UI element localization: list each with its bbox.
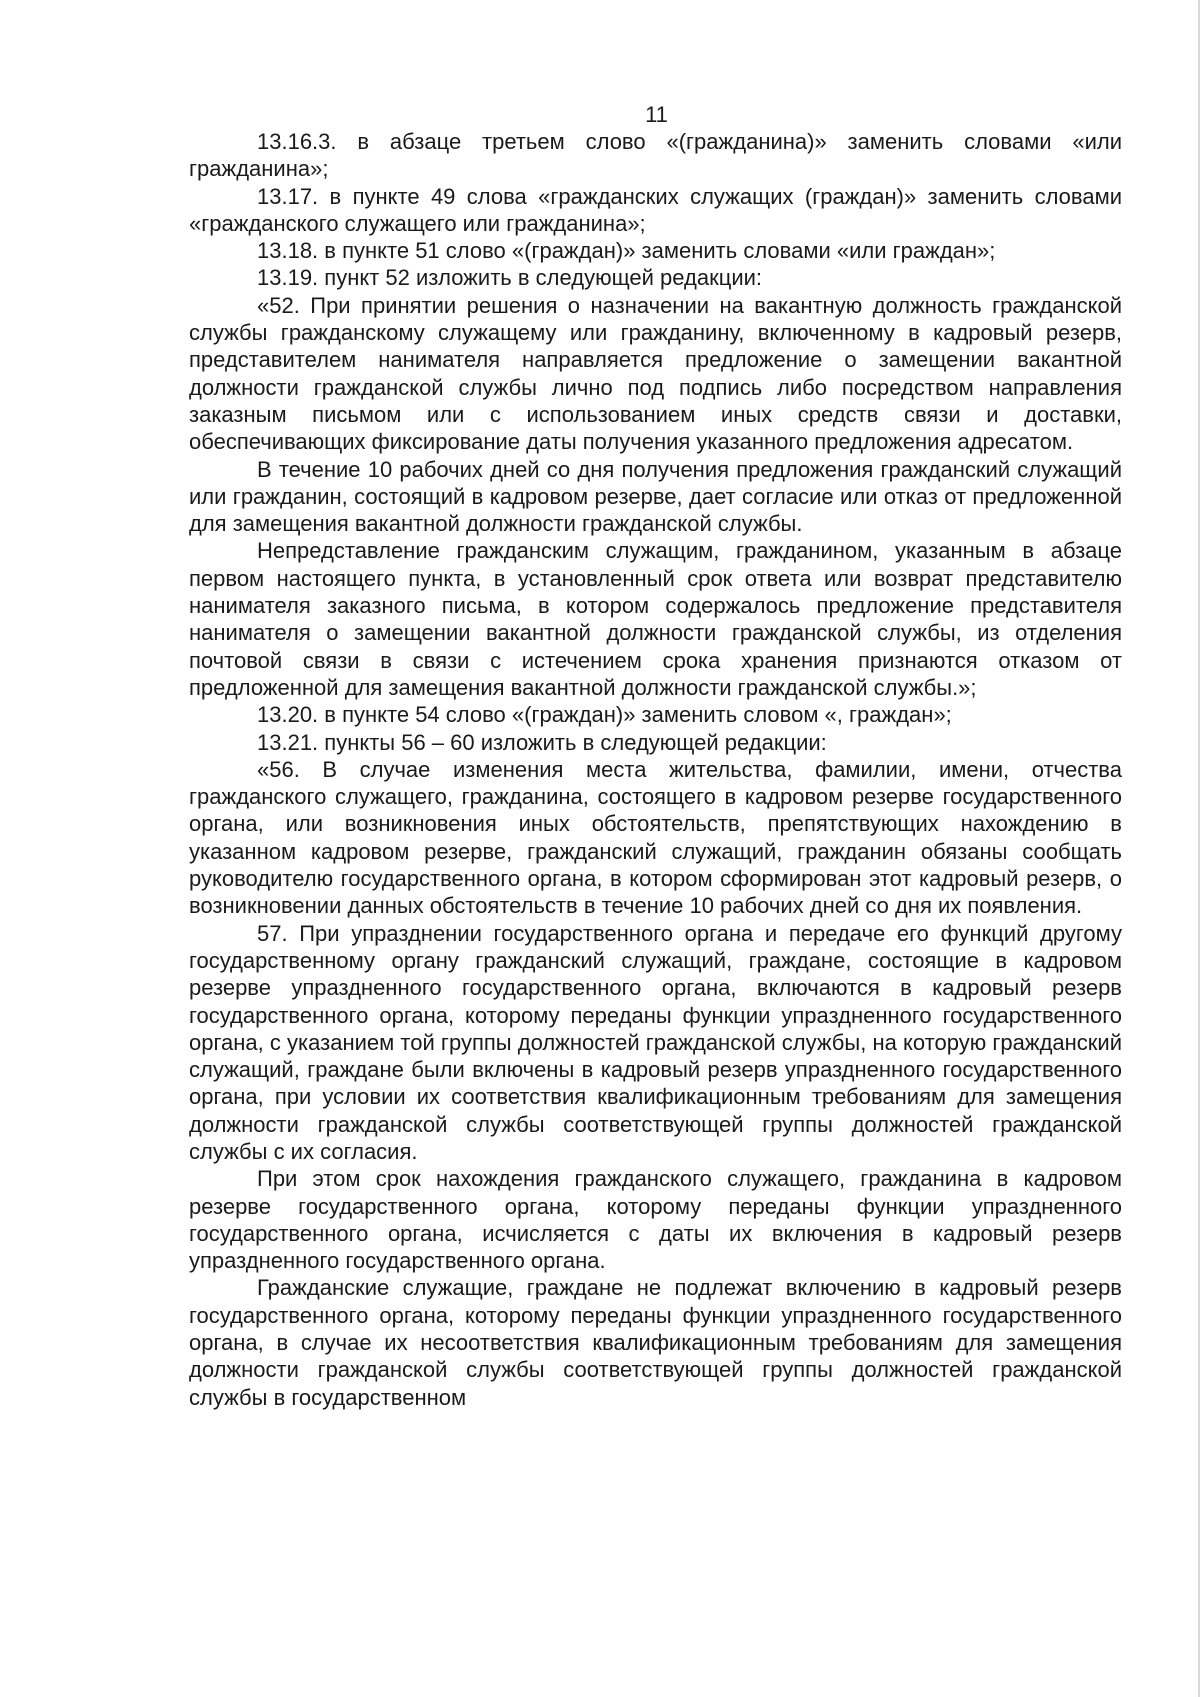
paragraph-57-second: При этом срок нахождения гражданского служащего, гражданина в кадровом резерве государственного органа, которому переданы функции упраздненного государственного органа, исчисляется с даты их включения в кадровый резерв упраздненного государственного органа.: [189, 1166, 1122, 1274]
paragraph-13-16-3: 13.16.3. в абзаце третьем слово «(гражданина)» заменить словами «или гражданина»;: [189, 129, 1122, 182]
page-number: 11: [645, 102, 668, 127]
paragraph-13-18: 13.18. в пункте 51 слово «(граждан)» заменить словами «или граждан»;: [257, 238, 996, 264]
paragraph-52-second: В течение 10 рабочих дней со дня получения предложения гражданский служащий или гражданин, состоящий в кадровом резерве, дает согласие или отказ от предложенной для замещения вакантной должности гражданской службы.: [189, 456, 1122, 537]
document-body: [189, 128, 1122, 1411]
paragraph-13-20: 13.20. в пункте 54 слово «(граждан)» заменить словом «, граждан»;: [257, 702, 952, 728]
paragraph-56: «56. В случае изменения места жительства, фамилии, имени, отчества гражданского служащего, гражданина, состоящего в кадровом резерве государственного органа, или возникновения иных обстоятельств, препятствующих нахождению в указанном кадровом резерве, гражданский служащий, гражданин обязаны сообщать руководителю государственного органа, в котором сформирован этот кадровый резерв, о возникновении данных обстоятельств в течение 10 рабочих дней со дня их появления.: [189, 756, 1122, 919]
paragraph-13-21: 13.21. пункты 56 – 60 изложить в следующей редакции:: [257, 729, 827, 755]
paragraph-52: «52. При принятии решения о назначении на вакантную должность гражданской службы гражданскому служащему или гражданину, включенному в кадровый резерв, представителем нанимателя направляется предложение о замещении вакантной должности гражданской службы лично под подпись либо посредством направления заказным письмом или с использованием иных средств связи и доставки, обеспечивающих фиксирование даты получения указанного предложения адресатом.: [189, 292, 1122, 455]
paragraph-57-third: Гражданские служащие, граждане не подлежат включению в кадровый резерв государственного органа, которому переданы функции упраздненного государственного органа, в случае их несоответствия квалификационным требованиям для замещения должности гражданской службы соответствующей группы должностей гражданской службы в государственном: [189, 1275, 1122, 1410]
paragraph-13-17: 13.17. в пункте 49 слова «гражданских служащих (граждан)» заменить словами «гражданского служащего или гражданина»;: [189, 183, 1122, 236]
paragraph-57: 57. При упразднении государственного органа и передаче его функций другому государственному органу гражданский служащий, граждане, состоящие в кадровом резерве упраздненного государственного органа, включаются в кадровый резерв государственного органа, которому переданы функции упраздненного государственного органа, с указанием той группы должностей гражданской службы, на которую гражданский служащий, граждане были включены в кадровый резерв упраздненного государственного органа, при условии их соответствия квалификационным требованиям для замещения должности гражданской службы соответствующей группы должностей гражданской службы с их согласия.: [189, 920, 1122, 1164]
paragraph-13-19: 13.19. пункт 52 изложить в следующей редакции:: [257, 265, 763, 291]
paragraph-52-third: Непредставление гражданским служащим, гражданином, указанным в абзаце первом настоящего пункта, в установленный срок ответа или возврат представителю нанимателя заказного письма, в котором содержалось предложение представителя нанимателя о замещении вакантной должности гражданской службы, из отделения почтовой связи в связи с истечением срока хранения признаются отказом от предложенной для замещения вакантной должности гражданской службы.»;: [189, 538, 1122, 700]
